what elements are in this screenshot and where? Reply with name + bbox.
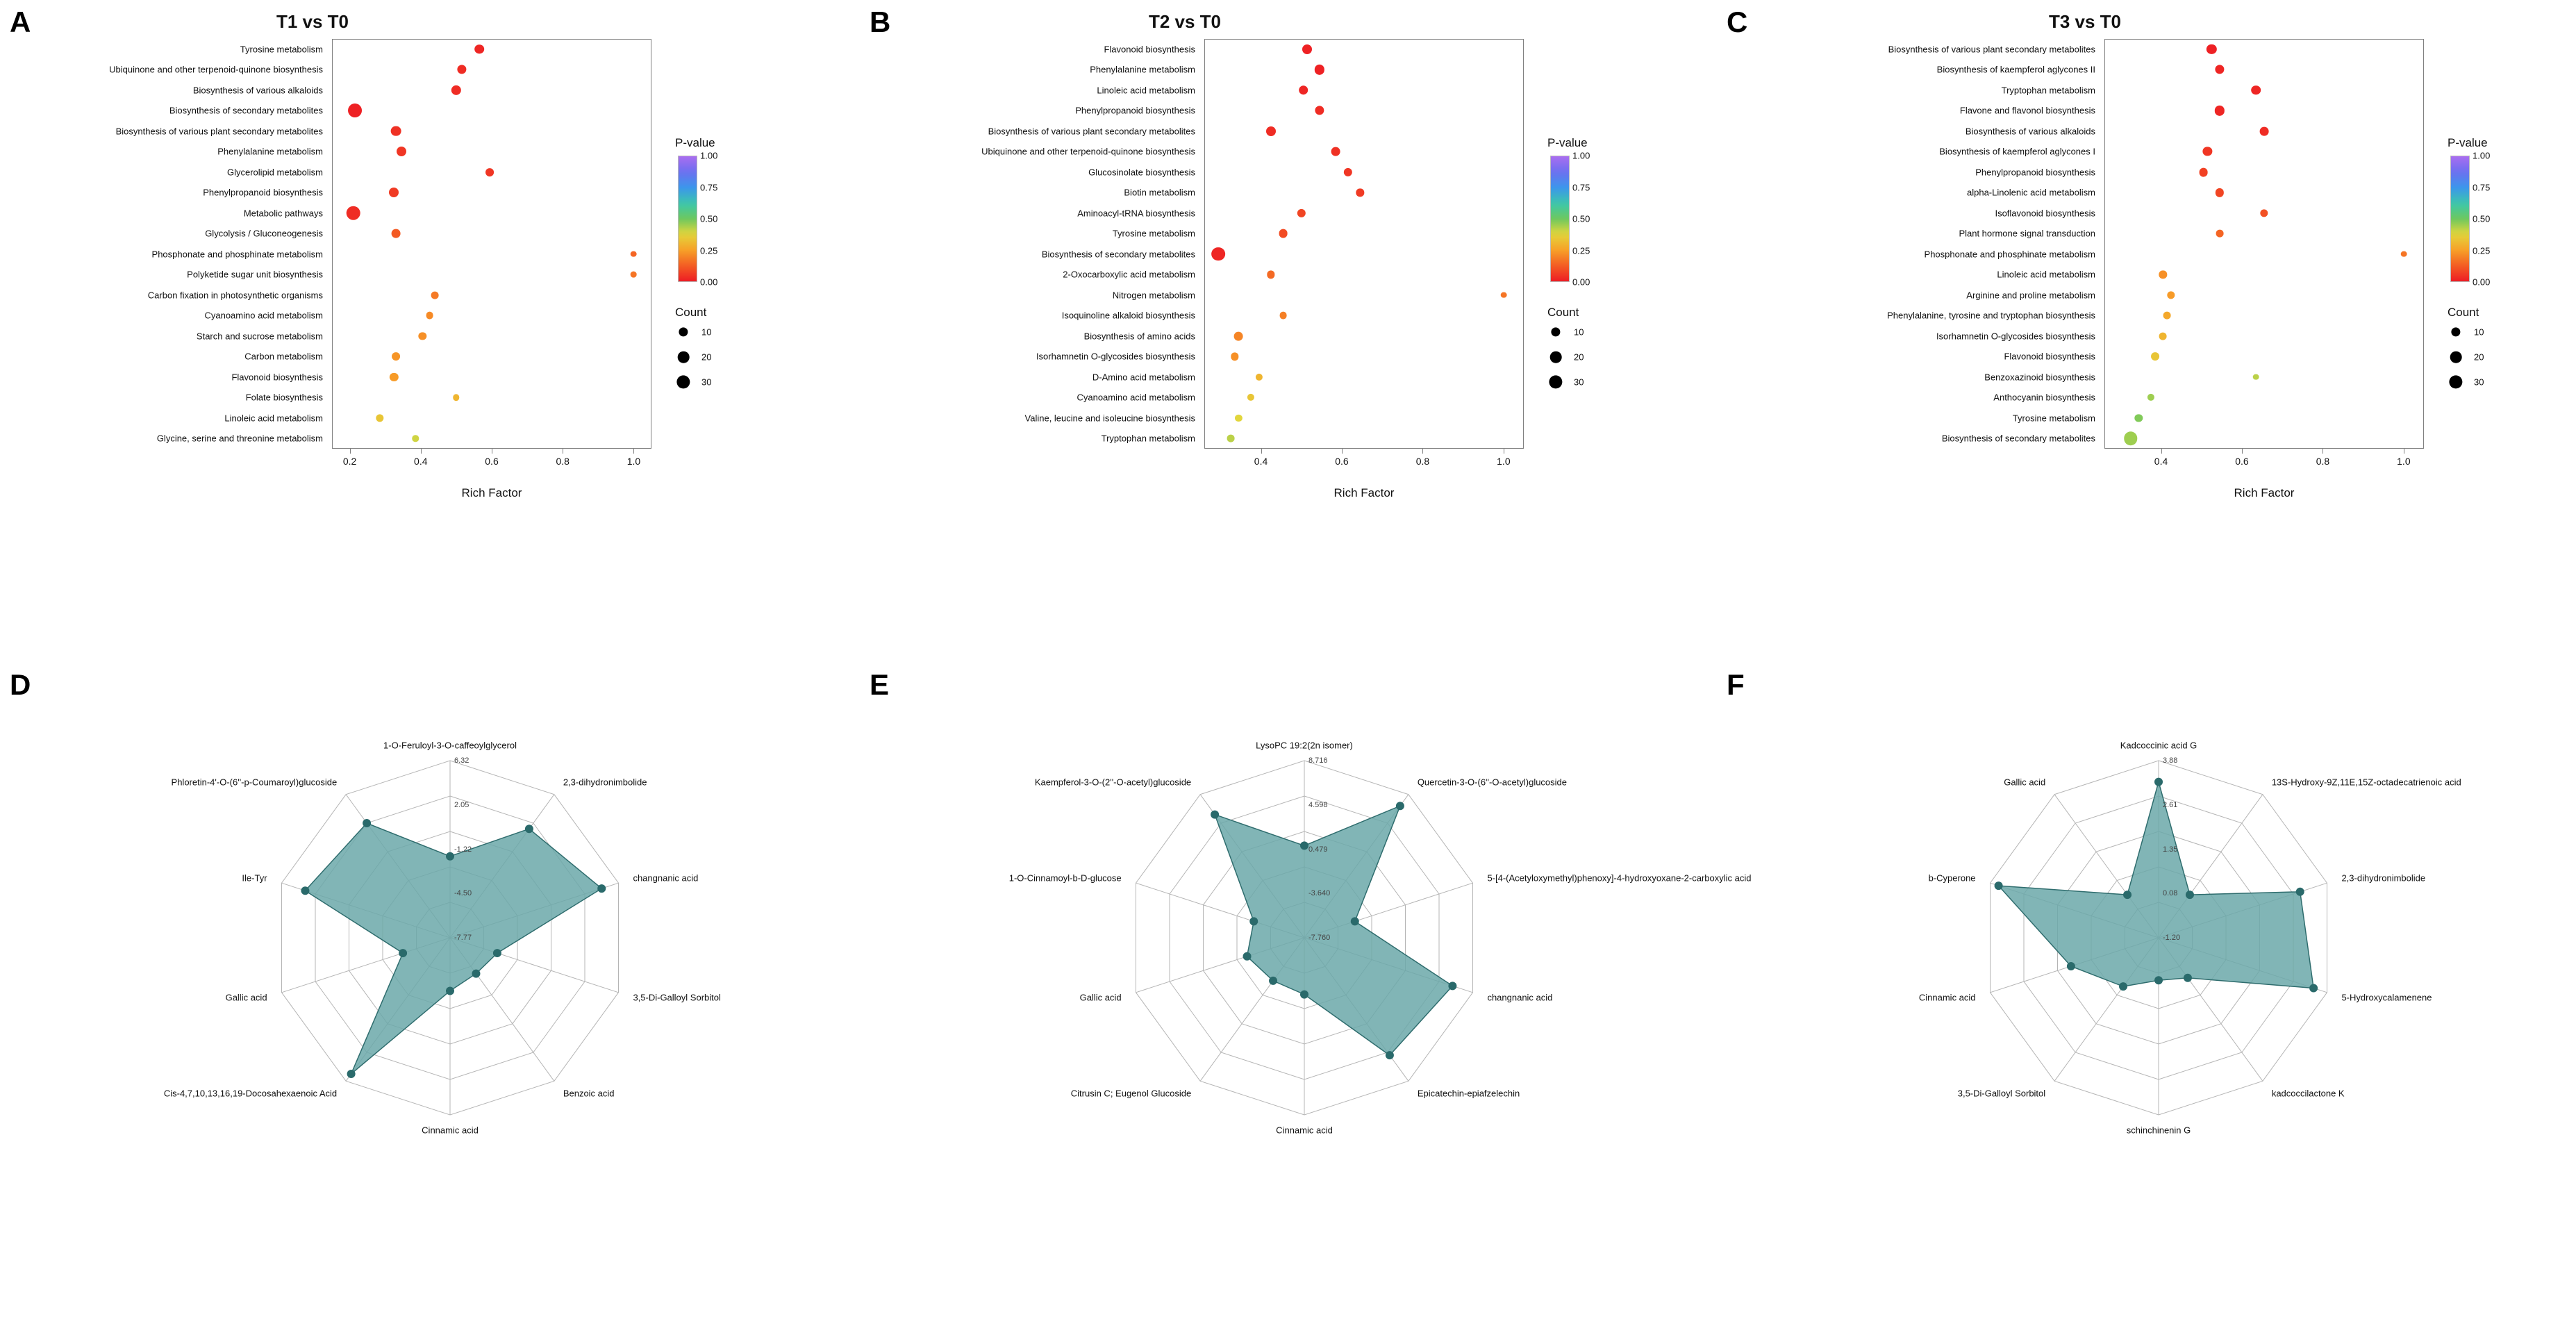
count-legend-label: 20 (701, 351, 712, 363)
count-legend-label: 30 (701, 376, 712, 388)
radar-data-point (2184, 974, 2192, 982)
radar-radial-tick-label: 0.479 (1308, 845, 1328, 854)
radar-data-point (2067, 962, 2075, 970)
radar-data-point (2119, 982, 2127, 991)
x-tick-mark (1342, 449, 1343, 454)
radar-radial-tick-label: -3.640 (1308, 889, 1331, 898)
category-label: Glucosinolate biosynthesis (1088, 167, 1195, 178)
radar-axis-label: 2,3-dihydronimbolide (563, 777, 647, 788)
radar-axis-label: Phloretin-4'-O-(6''-p-Coumaroyl)glucoside (171, 777, 338, 788)
panel-b-pvalue-colorbar (1550, 156, 1570, 282)
bubble-point (2163, 312, 2171, 320)
bubble-point (2401, 251, 2407, 257)
radar-series-area (1215, 806, 1452, 1055)
category-label: Flavonoid biosynthesis (2004, 351, 2095, 362)
panel-letter-b: B (870, 6, 891, 38)
radar-axis-label: Benzoic acid (563, 1088, 615, 1099)
count-legend-dot (1549, 375, 1562, 388)
bubble-point (1501, 292, 1507, 298)
category-label: Biosynthesis of various plant secondary metabolites (1888, 44, 2095, 55)
count-legend-dot (679, 327, 688, 336)
category-label: Phosphonate and phosphinate metabolism (151, 249, 323, 260)
panel-b-title: T2 vs T0 (1148, 11, 1222, 32)
radar-axis-label: LysoPC 19:2(2n isomer) (1256, 740, 1353, 751)
bubble-point (1279, 312, 1287, 320)
radar-data-point (1269, 977, 1277, 985)
radar-radial-tick-label: 4.598 (1308, 800, 1328, 809)
radar-axis-label: changnanic acid (1487, 992, 1553, 1003)
x-tick-mark (350, 449, 351, 454)
panel-letter-d: D (10, 668, 31, 701)
x-tick-label: 0.6 (1335, 456, 1349, 467)
bubble-point (1279, 229, 1288, 238)
radar-axis-label: Gallic acid (225, 992, 267, 1003)
panel-b-plot-area (1204, 39, 1524, 449)
radar-data-point (1396, 802, 1404, 810)
panel-c-title: T3 vs T0 (2048, 11, 2122, 32)
panel-a-pvalue-legend-title: P-value (675, 136, 715, 149)
bubble-point (1302, 44, 1312, 54)
panel-b-xaxis-title: Rich Factor (1333, 486, 1395, 499)
count-legend-dot (678, 351, 690, 363)
radar-data-point (597, 884, 606, 893)
category-label: Biosynthesis of kaempferol aglycones I (1939, 146, 2095, 157)
x-tick-label: 0.4 (2154, 456, 2168, 467)
category-label: Phenylalanine metabolism (217, 146, 323, 157)
panel-c-count-legend-title: Count (2448, 306, 2479, 319)
x-tick-mark (1422, 449, 1423, 454)
radar-axis-label: changnanic acid (633, 872, 699, 884)
bubble-point (392, 229, 401, 238)
x-tick-mark (633, 449, 634, 454)
colorbar-tick-label: 0.25 (700, 245, 718, 256)
panel-letter-c: C (1727, 6, 1748, 38)
count-legend-dot (2451, 327, 2460, 336)
radar-axis-label: b-Cyperone (1928, 872, 1976, 884)
bubble-point (392, 352, 400, 361)
category-label: Arginine and proline metabolism (1966, 290, 2095, 301)
radar-data-point (399, 949, 407, 957)
x-tick-label: 0.8 (2316, 456, 2330, 467)
bubble-point (346, 206, 360, 220)
colorbar-tick-label: 0.75 (1572, 182, 1590, 192)
radar-data-point (446, 987, 454, 995)
bubble-point (1234, 331, 1243, 340)
category-label: Biosynthesis of various plant secondary metabolites (115, 126, 323, 137)
bubble-point (1212, 247, 1226, 261)
x-tick-mark (421, 449, 422, 454)
colorbar-tick-label: 0.25 (2473, 245, 2491, 256)
radar-data-point (2186, 891, 2194, 899)
radar-axis-label: 1-O-Cinnamoyl-b-D-glucose (1008, 872, 1122, 884)
radar-data-point (472, 970, 480, 978)
category-label: Isorhamnetin O-glycosides biosynthesis (1036, 351, 1195, 362)
radar-radial-tick-label: -1.22 (454, 845, 472, 854)
category-label: Cyanoamino acid metabolism (1077, 392, 1195, 403)
category-label: Biosynthesis of amino acids (1083, 331, 1195, 342)
category-label: Plant hormone signal transduction (1959, 228, 2095, 239)
category-label: Folate biosynthesis (245, 392, 323, 403)
panel-e-radar-chart (896, 667, 1752, 1333)
radar-series-area (305, 823, 601, 1074)
radar-radial-tick-label: 3.88 (2163, 756, 2178, 765)
count-legend-dot (2450, 351, 2462, 363)
bubble-point (486, 168, 495, 176)
panel-c-bubble-plot (1717, 0, 2576, 653)
radar-data-point (2123, 891, 2132, 899)
panel-c-pvalue-colorbar (2450, 156, 2470, 282)
radar-axis-label: 5-Hydroxycalamenene (2341, 992, 2432, 1003)
x-tick-label: 0.8 (1415, 456, 1430, 467)
panel-b-pvalue-legend-title: P-value (1547, 136, 1588, 149)
colorbar-tick-label: 0.00 (700, 276, 718, 288)
bubble-point (1299, 85, 1308, 95)
radar-radial-tick-label: -4.50 (454, 889, 472, 898)
category-label: Linoleic acid metabolism (1997, 269, 2095, 280)
radar-data-point (2309, 984, 2318, 992)
radar-axis-label: Cinnamic acid (422, 1125, 479, 1136)
category-label: Flavone and flavonol biosynthesis (1959, 105, 2095, 116)
bubble-point (453, 395, 460, 401)
panel-a-plot-area (332, 39, 651, 449)
radar-data-point (347, 1070, 356, 1078)
category-label: Biosynthesis of various plant secondary metabolites (988, 126, 1195, 137)
category-label: Phenylalanine metabolism (1090, 64, 1195, 75)
category-label: Isorhamnetin O-glycosides biosynthesis (1936, 331, 2095, 342)
colorbar-tick-label: 0.25 (1572, 245, 1590, 256)
bubble-point (1266, 126, 1276, 136)
bubble-point (2151, 352, 2159, 361)
bubble-point (631, 272, 637, 278)
count-legend-dot (676, 375, 690, 388)
radar-axis-label: Ile-Tyr (242, 872, 267, 884)
colorbar-tick-label: 1.00 (1572, 150, 1590, 161)
x-tick-label: 0.8 (556, 456, 570, 467)
category-label: Flavonoid biosynthesis (231, 372, 323, 383)
bubble-point (1331, 147, 1340, 156)
count-legend-label: 10 (1574, 326, 1584, 338)
category-label: Aminoacyl-tRNA biosynthesis (1077, 208, 1195, 219)
x-tick-label: 1.0 (1497, 456, 1511, 467)
bubble-point (426, 312, 433, 320)
category-label: Phosphonate and phosphinate metabolism (1924, 249, 2095, 260)
category-label: Polyketide sugar unit biosynthesis (187, 269, 323, 280)
radar-radial-tick-label: 0.08 (2163, 889, 2178, 898)
category-label: Phenylpropanoid biosynthesis (203, 187, 323, 198)
bubble-point (1227, 435, 1234, 442)
radar-data-point (2154, 778, 2163, 786)
x-tick-label: 0.4 (414, 456, 428, 467)
panel-a-xaxis-title: Rich Factor (461, 486, 522, 499)
radar-axis-label: Epicatechin-epiafzelechin (1417, 1088, 1520, 1099)
x-tick-mark (1261, 449, 1262, 454)
radar-axis-label: schinchinenin G (2126, 1125, 2191, 1136)
category-label: Biosynthesis of kaempferol aglycones II (1936, 64, 2095, 75)
x-tick-label: 1.0 (2397, 456, 2411, 467)
radar-data-point (1243, 952, 1252, 961)
radar-axis-label: Citrusin C; Eugenol Glucoside (1070, 1088, 1192, 1099)
x-tick-mark (2242, 449, 2243, 454)
category-label: Biotin metabolism (1124, 187, 1195, 198)
radar-data-point (2154, 976, 2163, 984)
category-label: Starch and sucrose metabolism (196, 331, 323, 342)
radar-data-point (1351, 917, 1359, 925)
panel-a-title: T1 vs T0 (276, 11, 349, 32)
colorbar-tick-label: 0.50 (2473, 213, 2491, 224)
colorbar-tick-label: 0.50 (1572, 213, 1590, 224)
count-legend-label: 10 (2474, 326, 2484, 338)
count-legend-dot (1550, 351, 1562, 363)
bubble-point (2199, 167, 2208, 176)
panel-f-radar-chart (1750, 667, 2567, 1333)
panel-d-radar-chart (42, 667, 858, 1333)
colorbar-tick-label: 0.50 (700, 213, 718, 224)
bubble-point (397, 147, 406, 156)
x-tick-label: 1.0 (626, 456, 641, 467)
bubble-point (431, 291, 439, 299)
radar-data-point (446, 852, 454, 861)
colorbar-tick-label: 0.75 (700, 182, 718, 192)
colorbar-tick-label: 0.00 (1572, 276, 1590, 288)
radar-data-point (1386, 1051, 1394, 1059)
radar-svg (42, 667, 858, 1333)
bubble-point (389, 188, 399, 197)
count-legend-dot (1551, 327, 1560, 336)
radar-axis-label: Cinnamic acid (1276, 1125, 1333, 1136)
category-label: Carbon metabolism (244, 351, 323, 362)
count-legend-dot (2449, 375, 2462, 388)
count-legend-label: 20 (2474, 351, 2484, 363)
radar-data-point (2296, 888, 2304, 896)
bubble-point (631, 251, 637, 257)
category-label: 2-Oxocarboxylic acid metabolism (1063, 269, 1195, 280)
count-legend-label: 20 (1574, 351, 1584, 363)
radar-data-point (1300, 991, 1308, 999)
panel-letter-e: E (870, 668, 890, 701)
bubble-point (2216, 230, 2224, 238)
category-label: Phenylalanine, tyrosine and tryptophan biosynthesis (1887, 310, 2095, 321)
bubble-point (2159, 332, 2167, 340)
radar-svg (896, 667, 1713, 1333)
category-label: Tyrosine metabolism (1112, 228, 1195, 239)
category-label: Glycolysis / Gluconeogenesis (205, 228, 323, 239)
bubble-point (412, 436, 419, 442)
radar-data-point (1995, 881, 2003, 890)
radar-axis-label: 2,3-dihydronimbolide (2341, 872, 2426, 884)
panel-c-pvalue-legend-title: P-value (2448, 136, 2488, 149)
panel-c-plot-area (2104, 39, 2424, 449)
panel-letter-f: F (1727, 668, 1745, 701)
category-label: Tryptophan metabolism (2001, 85, 2095, 96)
category-label: Metabolic pathways (243, 208, 323, 219)
x-tick-mark (2322, 449, 2323, 454)
colorbar-tick-label: 1.00 (2473, 150, 2491, 161)
panel-letter-a: A (10, 6, 31, 38)
bubble-point (474, 44, 484, 54)
colorbar-tick-label: 0.75 (2473, 182, 2491, 192)
bubble-point (391, 126, 401, 136)
radar-axis-label: Kadcoccinic acid G (2120, 740, 2197, 751)
colorbar-tick-label: 0.00 (2473, 276, 2491, 288)
radar-axis-label: Cinnamic acid (1918, 992, 1976, 1003)
radar-radial-tick-label: 8.716 (1308, 756, 1328, 765)
category-label: Biosynthesis of various alkaloids (1965, 126, 2095, 137)
radar-radial-tick-label: 1.35 (2163, 845, 2178, 854)
category-label: Ubiquinone and other terpenoid-quinone biosynthesis (109, 64, 323, 75)
radar-radial-tick-label: 6.32 (454, 756, 470, 765)
radar-series-area (1999, 782, 2314, 988)
radar-axis-label: Gallic acid (2004, 777, 2046, 788)
radar-axis-label: Kaempferol-3-O-(2''-O-acetyl)glucoside (1034, 777, 1192, 788)
category-label: Phenylpropanoid biosynthesis (1975, 167, 2095, 178)
bubble-point (2260, 126, 2269, 135)
category-label: Carbon fixation in photosynthetic organisms (147, 290, 323, 301)
bubble-point (2252, 85, 2261, 95)
radar-data-point (525, 825, 533, 833)
category-label: Ubiquinone and other terpenoid-quinone biosynthesis (981, 146, 1195, 157)
radar-axis-label: 5-[4-(Acetyloxymethyl)phenoxy]-4-hydroxyoxane-2-carboxylic acid (1487, 872, 1752, 884)
category-label: Tyrosine metabolism (2012, 413, 2095, 424)
category-label: Benzoxazinoid biosynthesis (1984, 372, 2095, 383)
count-legend-label: 30 (1574, 376, 1584, 388)
panel-a-count-legend-title: Count (675, 306, 707, 319)
category-label: D-Amino acid metabolism (1092, 372, 1195, 383)
radar-data-point (1300, 841, 1308, 850)
category-label: Biosynthesis of secondary metabolites (1941, 433, 2095, 444)
category-label: Cyanoamino acid metabolism (204, 310, 323, 321)
x-tick-label: 0.6 (2235, 456, 2249, 467)
radar-data-point (363, 819, 371, 827)
radar-axis-label: Quercetin-3-O-(6''-O-acetyl)glucoside (1417, 777, 1568, 788)
radar-radial-tick-label: 2.61 (2163, 800, 2178, 809)
x-tick-label: 0.2 (342, 456, 357, 467)
category-label: Valine, leucine and isoleucine biosynthesis (1024, 413, 1195, 424)
panel-c-xaxis-title: Rich Factor (2234, 486, 2295, 499)
radar-data-point (301, 886, 309, 895)
colorbar-tick-label: 1.00 (700, 150, 718, 161)
radar-axis-label: Cis-4,7,10,13,16,19-Docosahexaenoic Acid (163, 1088, 338, 1099)
radar-radial-tick-label: -1.20 (2163, 934, 2181, 942)
radar-svg (1750, 667, 2567, 1333)
category-label: Linoleic acid metabolism (1097, 85, 1195, 96)
category-label: Nitrogen metabolism (1112, 290, 1195, 301)
category-label: Linoleic acid metabolism (224, 413, 323, 424)
radar-axis-label: 3,5-Di-Galloyl Sorbitol (633, 992, 721, 1003)
radar-radial-tick-label: -7.760 (1308, 934, 1331, 942)
x-tick-mark (2161, 449, 2162, 454)
panel-a-pvalue-colorbar (678, 156, 697, 282)
x-tick-label: 0.6 (485, 456, 499, 467)
count-legend-label: 10 (701, 326, 712, 338)
radar-data-point (1448, 982, 1456, 990)
category-label: Flavonoid biosynthesis (1104, 44, 1195, 55)
bubble-point (2253, 374, 2259, 380)
category-label: Biosynthesis of secondary metabolites (1041, 249, 1195, 260)
panel-a-bubble-plot (0, 0, 858, 653)
category-label: Tryptophan metabolism (1101, 433, 1195, 444)
category-label: Isoquinoline alkaloid biosynthesis (1061, 310, 1195, 321)
category-label: alpha-Linolenic acid metabolism (1967, 187, 2095, 198)
radar-radial-tick-label: 2.05 (454, 800, 470, 809)
radar-data-point (1249, 917, 1258, 925)
category-label: Anthocyanin biosynthesis (1993, 392, 2095, 403)
category-label: Glycerolipid metabolism (227, 167, 323, 178)
category-label: Tyrosine metabolism (240, 44, 323, 55)
panel-b-bubble-plot (858, 0, 1717, 653)
bubble-point (348, 104, 362, 117)
panel-b-count-legend-title: Count (1547, 306, 1579, 319)
radar-axis-label: 1-O-Feruloyl-3-O-caffeoylglycerol (383, 740, 517, 751)
count-legend-label: 30 (2474, 376, 2484, 388)
category-label: Isoflavonoid biosynthesis (1995, 208, 2095, 219)
x-tick-label: 0.4 (1254, 456, 1268, 467)
radar-radial-tick-label: -7.77 (454, 934, 472, 942)
category-label: Glycine, serine and threonine metabolism (156, 433, 323, 444)
radar-data-point (493, 949, 501, 957)
radar-data-point (1211, 811, 1219, 819)
category-label: Phenylpropanoid biosynthesis (1075, 105, 1195, 116)
radar-axis-label: kadcoccilactone K (2271, 1088, 2345, 1099)
category-label: Biosynthesis of various alkaloids (192, 85, 323, 96)
radar-axis-label: Gallic acid (1079, 992, 1122, 1003)
radar-axis-label: 13S-Hydroxy-9Z,11E,15Z-octadecatrienoic acid (2271, 777, 2461, 788)
radar-axis-label: 3,5-Di-Galloyl Sorbitol (1957, 1088, 2046, 1099)
category-label: Biosynthesis of secondary metabolites (169, 105, 323, 116)
